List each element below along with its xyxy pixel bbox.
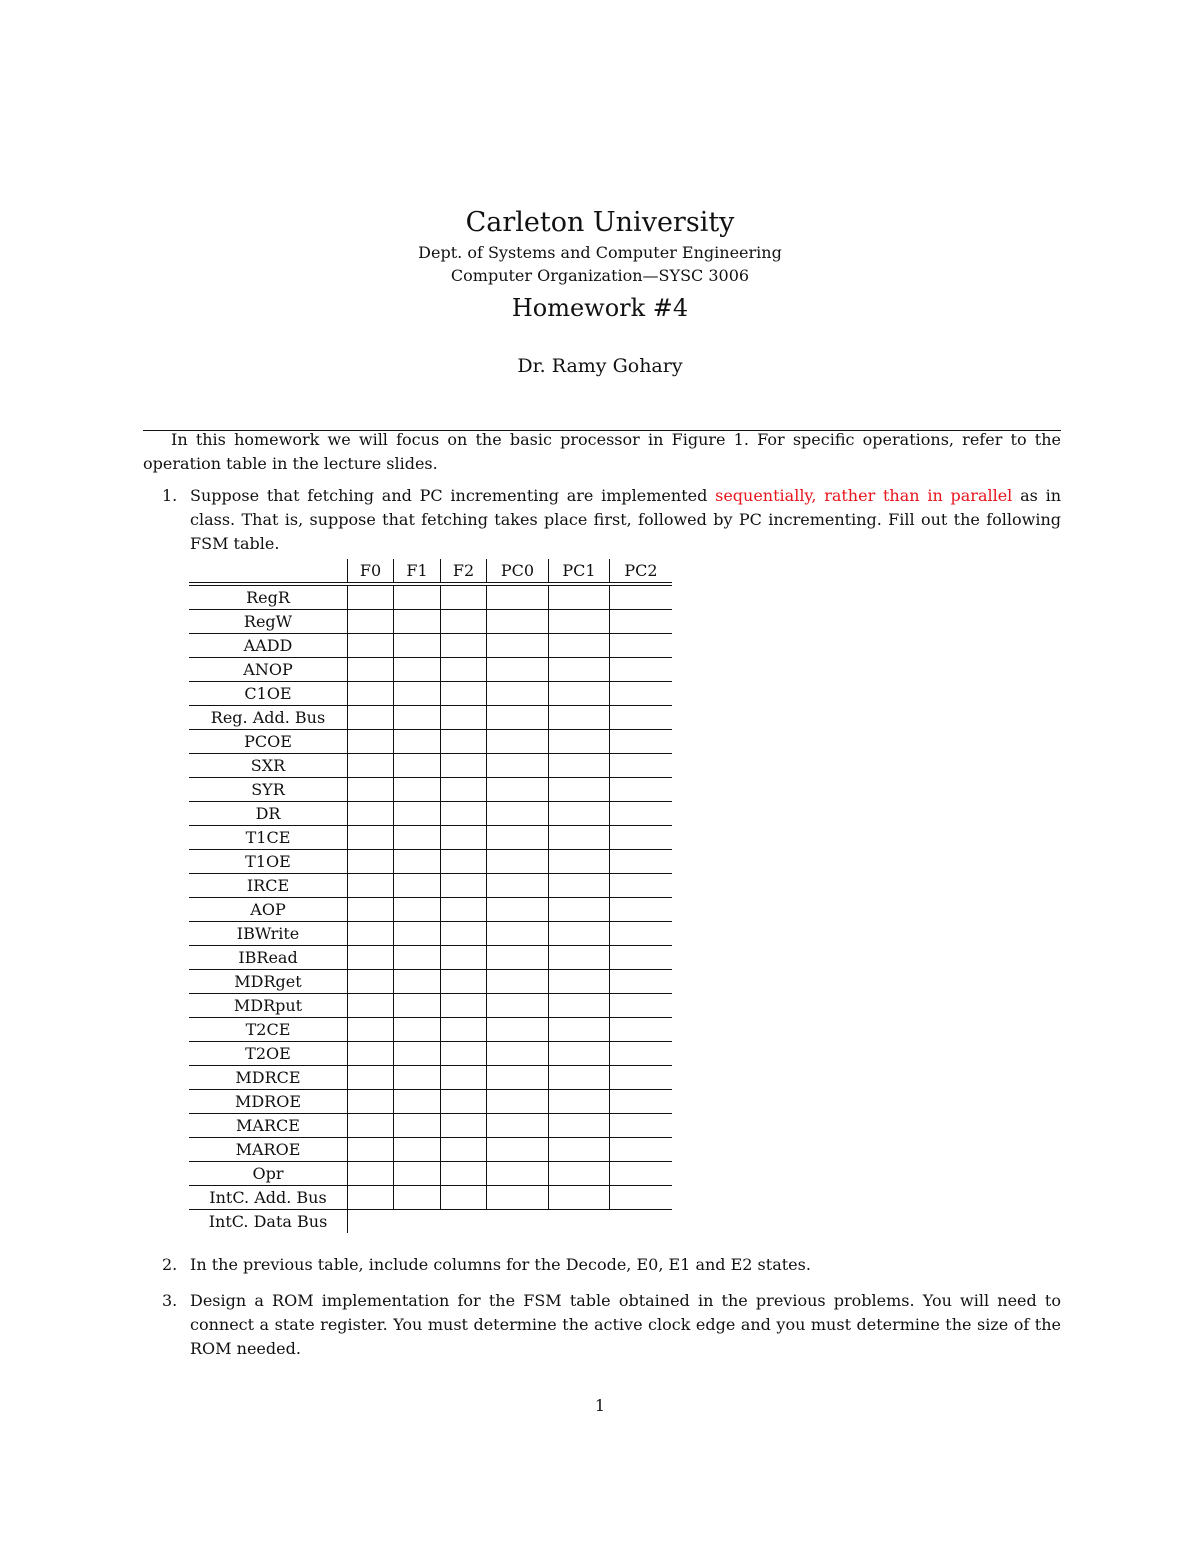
table-cell [610, 706, 673, 730]
table-row [189, 946, 672, 970]
table-cell [549, 970, 610, 994]
table-cell [610, 610, 673, 634]
table-row [189, 1138, 672, 1162]
row-label: SYR [189, 778, 348, 802]
table-cell [549, 584, 610, 610]
table-cell [549, 1018, 610, 1042]
row-label: MDROE [189, 1090, 348, 1114]
table-cell [487, 874, 549, 898]
question-2 [162, 1253, 1061, 1277]
table-cell [348, 754, 394, 778]
table-cell [394, 1114, 441, 1138]
table-cell [441, 1090, 487, 1114]
table-cell [394, 994, 441, 1018]
table-row [189, 1114, 672, 1138]
table-cell [487, 584, 549, 610]
table-cell [610, 970, 673, 994]
table-cell [394, 970, 441, 994]
table-cell [487, 730, 549, 754]
table-cell [348, 1186, 394, 1210]
row-label: T1CE [189, 826, 348, 850]
table-cell [610, 730, 673, 754]
table-cell [610, 658, 673, 682]
table-cell [487, 994, 549, 1018]
table-row [189, 1066, 672, 1090]
row-label: DR [189, 802, 348, 826]
table-cell [487, 946, 549, 970]
department-line: Dept. of Systems and Computer Engineering [418, 243, 782, 262]
table-cell [610, 1066, 673, 1090]
table-row [189, 1162, 672, 1186]
table-cell [487, 826, 549, 850]
table-cell [394, 682, 441, 706]
table-cell [487, 610, 549, 634]
table-cell [441, 1210, 487, 1234]
table-cell [441, 610, 487, 634]
table-cell [348, 898, 394, 922]
table-cell [348, 1162, 394, 1186]
table-cell [487, 1210, 549, 1234]
table-cell [394, 1210, 441, 1234]
table-cell [441, 706, 487, 730]
table-cell [394, 634, 441, 658]
table-cell [394, 802, 441, 826]
table-cell [549, 1210, 610, 1234]
question-number: 2. [162, 1255, 178, 1274]
homework-title: Homework #4 [511, 294, 689, 322]
table-cell [610, 634, 673, 658]
table-cell [487, 1162, 549, 1186]
fsm-table [189, 559, 672, 1233]
table-cell [487, 682, 549, 706]
table-row [189, 682, 672, 706]
table-cell [610, 778, 673, 802]
table-cell [348, 1042, 394, 1066]
table-cell [441, 584, 487, 610]
table-cell [394, 946, 441, 970]
table-cell [394, 730, 441, 754]
table-cell [348, 584, 394, 610]
row-label: IBRead [189, 946, 348, 970]
table-cell [487, 634, 549, 658]
table-cell [610, 802, 673, 826]
table-row [189, 826, 672, 850]
row-label: IBWrite [189, 922, 348, 946]
question-text: In the previous table, include columns for the Decode, E0, E1 and E2 states. [190, 1255, 811, 1274]
table-cell [549, 610, 610, 634]
table-cell [394, 1186, 441, 1210]
table-row [189, 754, 672, 778]
table-row [189, 970, 672, 994]
column-header: F2 [441, 559, 487, 584]
table-cell [549, 1066, 610, 1090]
table-cell [348, 1210, 394, 1234]
question-text: Suppose that fetching and PC incrementing are implemented [190, 486, 716, 505]
table-cell [487, 778, 549, 802]
table-row [189, 874, 672, 898]
table-cell [549, 994, 610, 1018]
table-cell [441, 1138, 487, 1162]
table-cell [610, 584, 673, 610]
table-cell [348, 610, 394, 634]
row-label: RegW [189, 610, 348, 634]
question-3 [162, 1289, 1061, 1361]
table-cell [549, 1162, 610, 1186]
table-cell [394, 706, 441, 730]
table-cell [487, 658, 549, 682]
table-cell [394, 778, 441, 802]
table-cell [348, 946, 394, 970]
table-cell [441, 970, 487, 994]
row-label: MDRget [189, 970, 348, 994]
table-cell [610, 1186, 673, 1210]
table-cell [549, 1138, 610, 1162]
table-cell [441, 922, 487, 946]
table-cell [487, 970, 549, 994]
question-text: Design a ROM implementation for the FSM table obtained in the previous problems. You will need to connect a state register. You must determine the active clock edge and you must determine the size of the ROM needed. [190, 1291, 1061, 1358]
table-cell [610, 1210, 673, 1234]
row-label: AOP [189, 898, 348, 922]
table-row [189, 778, 672, 802]
table-cell [610, 1042, 673, 1066]
table-cell [441, 946, 487, 970]
table-cell [441, 898, 487, 922]
table-cell [549, 778, 610, 802]
row-label: MARCE [189, 1114, 348, 1138]
table-cell [394, 1066, 441, 1090]
column-header: F1 [394, 559, 441, 584]
table-cell [610, 1114, 673, 1138]
table-cell [441, 1162, 487, 1186]
table-cell [441, 850, 487, 874]
table-row [189, 730, 672, 754]
table-cell [348, 850, 394, 874]
table-cell [394, 922, 441, 946]
question-1 [162, 484, 1062, 556]
table-cell [348, 634, 394, 658]
page-number: 1 [594, 1396, 606, 1415]
table-row [189, 706, 672, 730]
table-cell [394, 1018, 441, 1042]
table-cell [441, 1186, 487, 1210]
table-cell [441, 682, 487, 706]
table-cell [394, 754, 441, 778]
table-cell [348, 874, 394, 898]
table-cell [549, 754, 610, 778]
table-cell [348, 802, 394, 826]
table-cell [394, 610, 441, 634]
table-row [189, 1090, 672, 1114]
table-cell [394, 1162, 441, 1186]
row-label: T1OE [189, 850, 348, 874]
table-cell [610, 922, 673, 946]
column-header: F0 [348, 559, 394, 584]
table-cell [549, 802, 610, 826]
row-label: MDRput [189, 994, 348, 1018]
table-row [189, 1042, 672, 1066]
table-row [189, 994, 672, 1018]
table-cell [549, 826, 610, 850]
row-label: ANOP [189, 658, 348, 682]
table-cell [348, 970, 394, 994]
table-cell [394, 658, 441, 682]
table-cell [487, 1114, 549, 1138]
table-cell [487, 1042, 549, 1066]
table-cell [610, 1090, 673, 1114]
row-label: IntC. Add. Bus [189, 1186, 348, 1210]
table-cell [441, 874, 487, 898]
question-highlight: sequentially, rather than in parallel [715, 486, 1013, 505]
table-cell [441, 754, 487, 778]
table-cell [394, 898, 441, 922]
table-cell [487, 850, 549, 874]
table-cell [348, 1018, 394, 1042]
table-cell [348, 922, 394, 946]
table-cell [610, 754, 673, 778]
table-cell [394, 826, 441, 850]
table-cell [441, 1018, 487, 1042]
table-cell [348, 706, 394, 730]
table-cell [441, 658, 487, 682]
table-cell [348, 730, 394, 754]
table-row [189, 1018, 672, 1042]
table-cell [610, 946, 673, 970]
table-cell [348, 682, 394, 706]
table-row [189, 584, 672, 610]
table-cell [610, 1162, 673, 1186]
table-cell [348, 778, 394, 802]
table-cell [394, 874, 441, 898]
table-cell [441, 730, 487, 754]
table-cell [348, 1114, 394, 1138]
table-cell [487, 1186, 549, 1210]
table-cell [549, 658, 610, 682]
table-cell [549, 1114, 610, 1138]
table-cell [549, 706, 610, 730]
table-cell [394, 850, 441, 874]
table-cell [487, 754, 549, 778]
table-header-row [189, 559, 672, 584]
question-text: as in class. That is, suppose that fetching takes place first, followed by PC incrementing. Fill out the following FSM table. [190, 486, 1062, 553]
column-header: PC0 [487, 559, 549, 584]
table-row [189, 1210, 672, 1234]
table-cell [549, 1090, 610, 1114]
table-row [189, 658, 672, 682]
row-label: RegR [189, 584, 348, 610]
table-cell [487, 898, 549, 922]
row-label: PCOE [189, 730, 348, 754]
row-label: Opr [189, 1162, 348, 1186]
row-label: C1OE [189, 682, 348, 706]
table-row [189, 850, 672, 874]
table-cell [441, 634, 487, 658]
table-cell [394, 1042, 441, 1066]
table-cell [487, 1138, 549, 1162]
table-cell [610, 1018, 673, 1042]
table-cell [549, 946, 610, 970]
table-cell [549, 730, 610, 754]
row-label: MAROE [189, 1138, 348, 1162]
table-cell [549, 634, 610, 658]
table-row [189, 898, 672, 922]
table-cell [610, 1138, 673, 1162]
column-header: PC2 [610, 559, 673, 584]
course-line: Computer Organization—SYSC 3006 [450, 266, 750, 285]
table-cell [441, 826, 487, 850]
table-cell [549, 922, 610, 946]
author-name: Dr. Ramy Gohary [517, 355, 683, 377]
row-label: T2CE [189, 1018, 348, 1042]
table-cell [348, 1138, 394, 1162]
table-cell [348, 826, 394, 850]
table-row [189, 610, 672, 634]
table-row [189, 1186, 672, 1210]
intro-paragraph: In this homework we will focus on the basic processor in Figure 1. For specific operations, refer to the operation table in the lecture slides. [143, 430, 1061, 473]
table-cell [487, 802, 549, 826]
table-cell [487, 1090, 549, 1114]
table-cell [549, 682, 610, 706]
table-cell [610, 850, 673, 874]
table-cell [348, 658, 394, 682]
table-cell [610, 874, 673, 898]
row-label: Reg. Add. Bus [189, 706, 348, 730]
table-cell [348, 994, 394, 1018]
row-label: IRCE [189, 874, 348, 898]
row-label: IntC. Data Bus [208, 1212, 328, 1231]
table-cell [487, 1018, 549, 1042]
table-cell [441, 1042, 487, 1066]
row-label: T2OE [189, 1042, 348, 1066]
table-cell [394, 1138, 441, 1162]
table-cell [549, 850, 610, 874]
table-cell [441, 1066, 487, 1090]
table-cell [487, 706, 549, 730]
table-row [189, 634, 672, 658]
table-corner [189, 559, 348, 584]
table-cell [549, 1042, 610, 1066]
table-cell [441, 802, 487, 826]
table-cell [441, 778, 487, 802]
table-cell [549, 1186, 610, 1210]
university-title: Carleton University [465, 207, 735, 238]
table-cell [549, 898, 610, 922]
table-cell [610, 682, 673, 706]
table-cell [348, 1066, 394, 1090]
row-label: MDRCE [189, 1066, 348, 1090]
table-cell [487, 922, 549, 946]
table-row [189, 802, 672, 826]
table-cell [610, 826, 673, 850]
table-cell [549, 874, 610, 898]
question-number: 3. [162, 1291, 178, 1310]
row-label: AADD [189, 634, 348, 658]
table-cell [441, 994, 487, 1018]
row-label: SXR [189, 754, 348, 778]
table-row [189, 922, 672, 946]
table-cell [487, 1066, 549, 1090]
column-header: PC1 [549, 559, 610, 584]
table-cell [394, 1090, 441, 1114]
table-cell [610, 994, 673, 1018]
question-number: 1. [162, 486, 178, 505]
table-cell [610, 898, 673, 922]
table-cell [394, 584, 441, 610]
table-cell [348, 1090, 394, 1114]
table-cell [441, 1114, 487, 1138]
